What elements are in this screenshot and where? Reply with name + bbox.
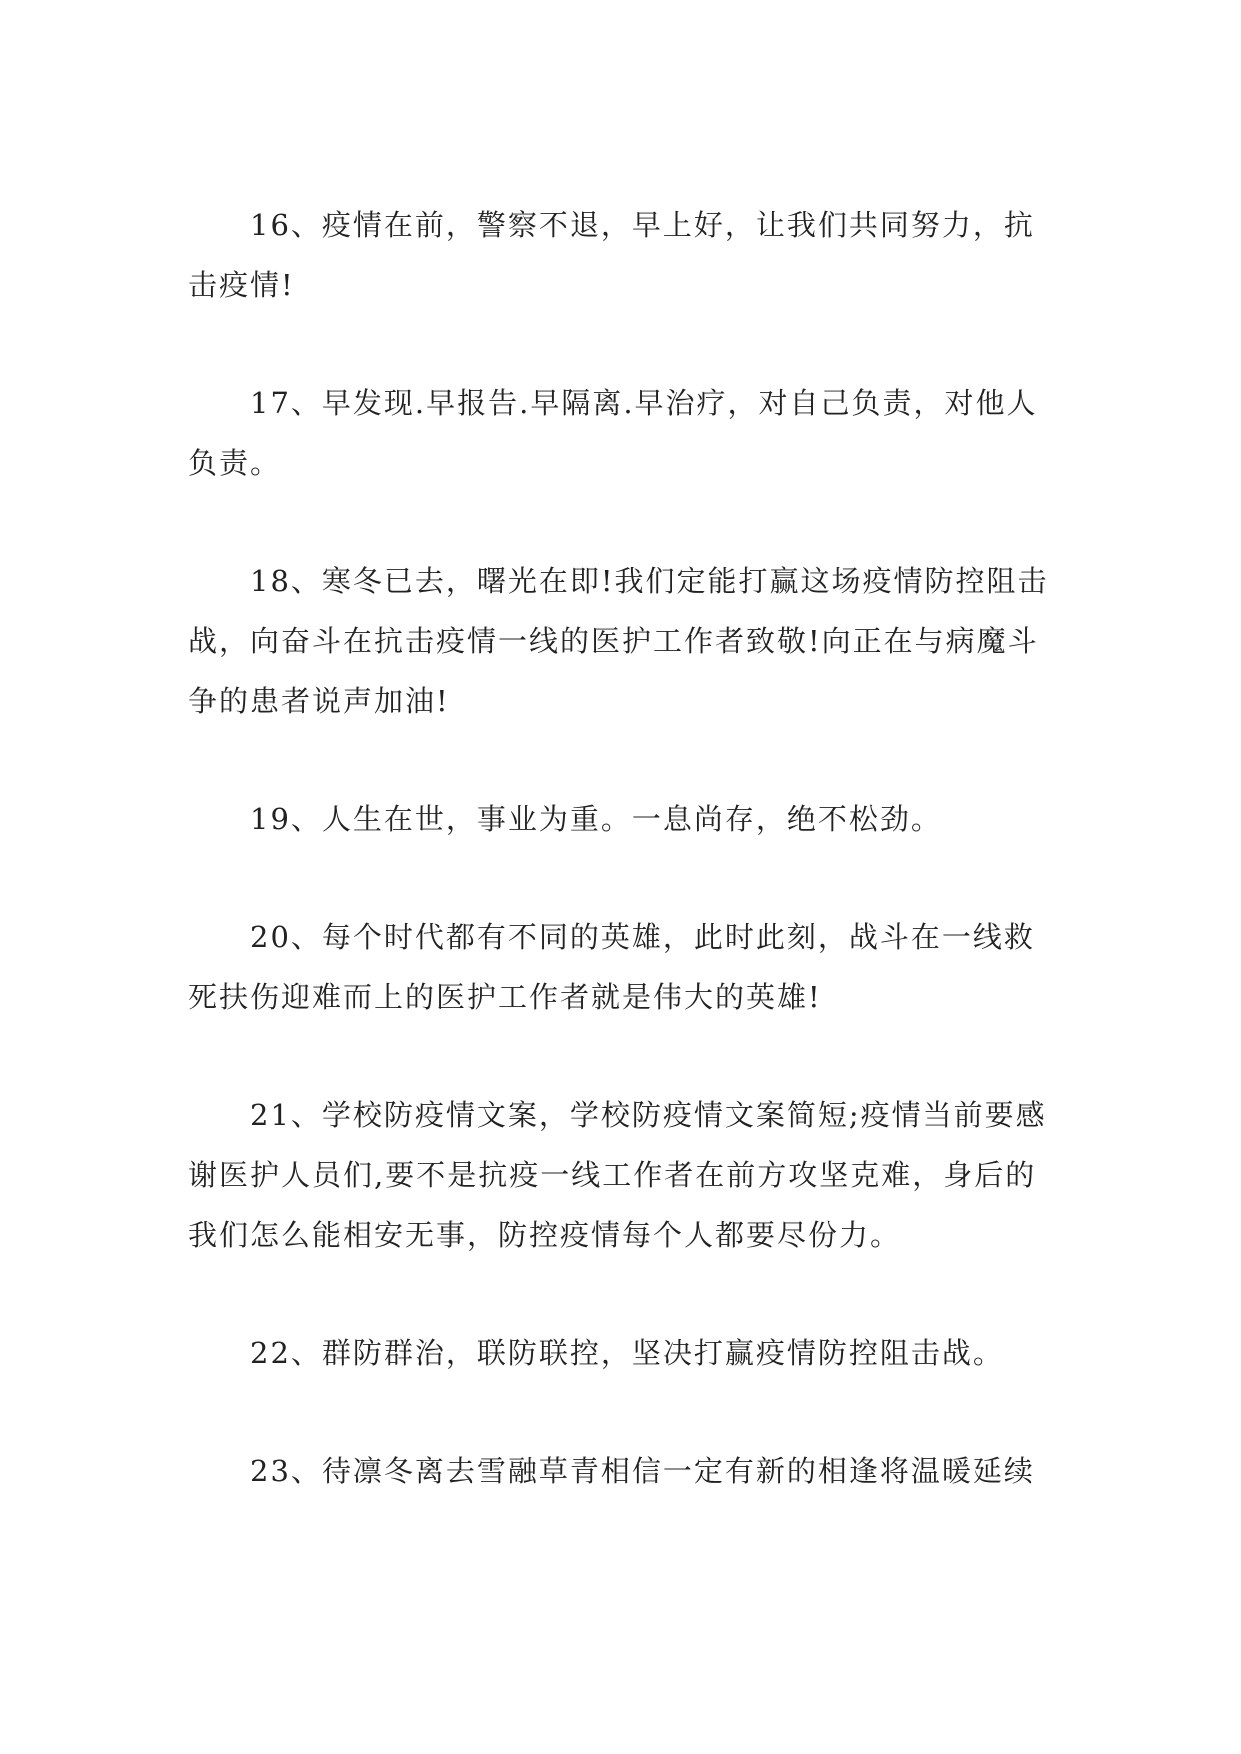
paragraph-text: 16、疫情在前，警察不退，早上好，让我们共同努力，抗击疫情! <box>188 208 1035 302</box>
paragraph-23 <box>188 1441 1058 1501</box>
paragraph-22 <box>188 1323 1058 1383</box>
paragraph-text: 21、学校防疫情文案，学校防疫情文案简短;疫情当前要感谢医护人员们,要不是抗疫一线工作者在前方攻坚克难，身后的我们怎么能相安无事，防控疫情每个人都要尽份力。 <box>188 1098 1047 1252</box>
paragraph-18 <box>188 551 1058 731</box>
paragraph-text: 19、人生在世，事业为重。一息尚存，绝不松劲。 <box>250 802 942 836</box>
paragraph-text: 20、每个时代都有不同的英雄，此时此刻，战斗在一线救死扶伤迎难而上的医护工作者就是伟大的英雄! <box>188 920 1035 1014</box>
paragraph-text: 23、待凛冬离去雪融草青相信一定有新的相逢将温暖延续 <box>250 1454 1035 1488</box>
paragraph-20 <box>188 907 1058 1027</box>
paragraph-text: 18、寒冬已去，曙光在即!我们定能打赢这场疫情防控阻击战，向奋斗在抗击疫情一线的医护工作者致敬!向正在与病魔斗争的患者说声加油! <box>188 564 1049 718</box>
paragraph-text: 22、群防群治，联防联控，坚决打赢疫情防控阻击战。 <box>250 1336 1004 1370</box>
document-body <box>188 195 1058 1559</box>
paragraph-21 <box>188 1085 1058 1265</box>
paragraph-19 <box>188 789 1058 849</box>
paragraph-16 <box>188 195 1058 315</box>
paragraph-text: 17、早发现.早报告.早隔离.早治疗，对自己负责，对他人负责。 <box>188 386 1038 480</box>
paragraph-17 <box>188 373 1058 493</box>
